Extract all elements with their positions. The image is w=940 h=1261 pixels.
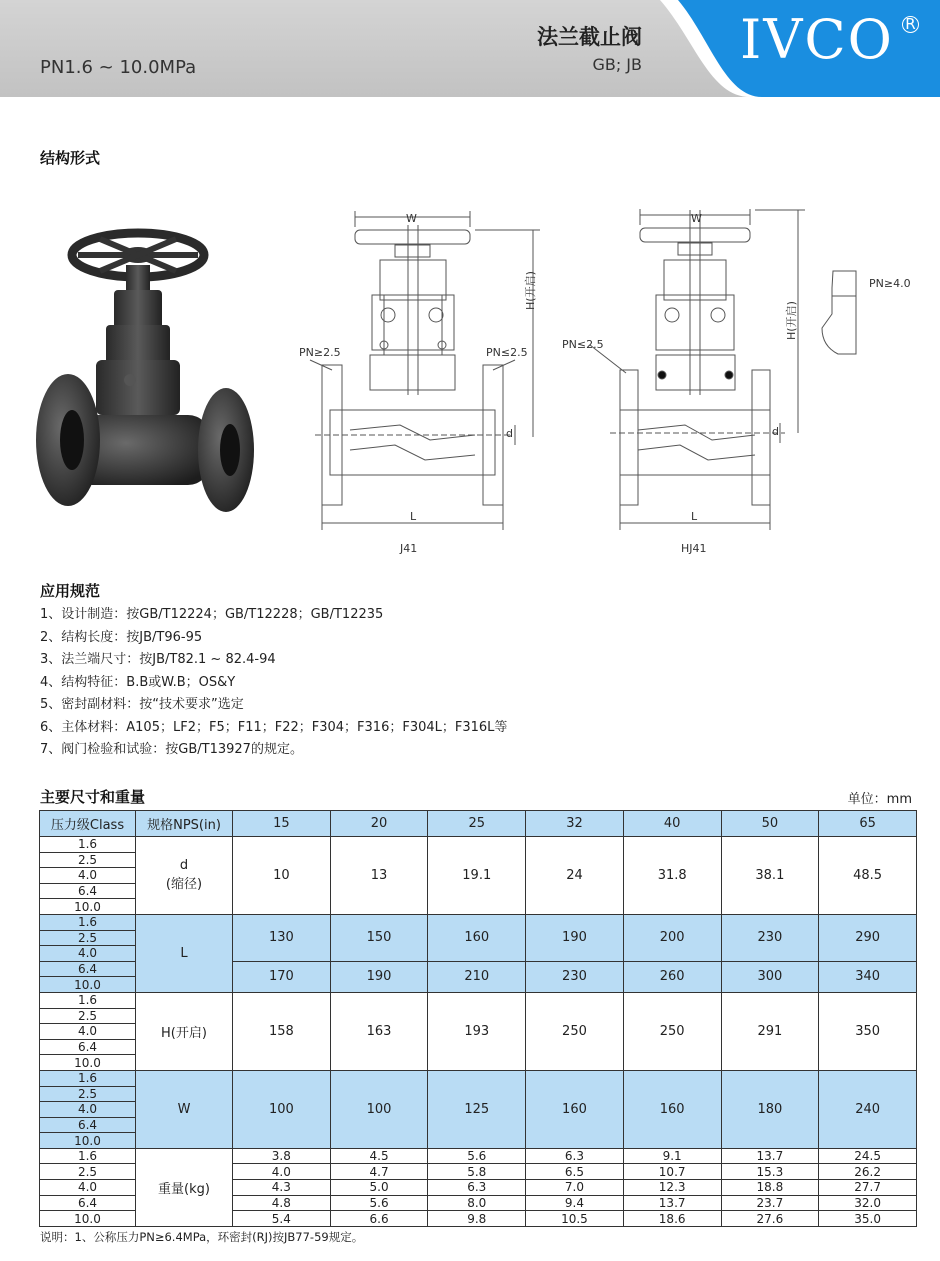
- pn-cell: 6.4: [40, 1195, 136, 1211]
- j41-w-label: W: [406, 212, 417, 225]
- col-header: 32: [526, 811, 624, 837]
- l-label-cell: L: [136, 914, 233, 992]
- value-cell: 158: [233, 992, 331, 1070]
- list-item: 4、结构特征：B.B或W.B；OS&Y: [40, 674, 236, 690]
- table-row: [40, 992, 917, 1008]
- pressure-range: PN1.6 ~ 10.0MPa: [40, 57, 197, 78]
- list-item: 3、法兰端尺寸：按JB/T82.1 ~ 82.4-94: [40, 652, 276, 667]
- value-cell: 13: [330, 837, 428, 915]
- table-row: [40, 1148, 917, 1164]
- weight-cell: 7.0: [526, 1180, 624, 1196]
- unit-label: 单位：mm: [847, 792, 912, 807]
- pn-cell: 6.4: [40, 961, 136, 977]
- weight-cell: 9.4: [526, 1195, 624, 1211]
- value-cell: 163: [330, 992, 428, 1070]
- weight-cell: 15.3: [721, 1164, 819, 1180]
- value-cell: 190: [526, 914, 624, 961]
- value-cell: 150: [330, 914, 428, 961]
- value-cell: 300: [721, 961, 819, 992]
- j41-pn-right-label: PN≤2.5: [486, 346, 528, 359]
- value-cell: 125: [428, 1070, 526, 1148]
- pn-cell: 4.0: [40, 946, 136, 962]
- pn-cell: 2.5: [40, 1164, 136, 1180]
- table-row: [40, 837, 917, 853]
- detail-pn-label: PN≥4.0: [869, 277, 911, 290]
- weight-cell: 26.2: [819, 1164, 917, 1180]
- w-label-cell: W: [136, 1070, 233, 1148]
- list-item: 6、主体材料：A105；LF2；F5；F11；F22；F304；F316；F304L；F316L等: [40, 719, 508, 735]
- pn-cell: 10.0: [40, 1133, 136, 1149]
- weight-cell: 6.3: [428, 1180, 526, 1196]
- application-list: [40, 604, 507, 762]
- col-header: 40: [623, 811, 721, 837]
- weight-cell: 9.8: [428, 1211, 526, 1227]
- col-header: 20: [330, 811, 428, 837]
- hj41-l-label: L: [691, 510, 698, 523]
- value-cell: 250: [526, 992, 624, 1070]
- pn-cell: 1.6: [40, 992, 136, 1008]
- pn-cell: 10.0: [40, 899, 136, 915]
- weight-cell: 9.1: [623, 1148, 721, 1164]
- value-cell: 180: [721, 1070, 819, 1148]
- weight-cell: 32.0: [819, 1195, 917, 1211]
- d-sublabel: (缩径): [165, 877, 203, 893]
- pn-cell: 1.6: [40, 837, 136, 853]
- table-row: [40, 1070, 917, 1086]
- flange-detail-drawing: [818, 266, 863, 361]
- col-header: 压力级Class: [40, 811, 136, 837]
- pn-cell: 4.0: [40, 1180, 136, 1196]
- application-section-title: 应用规范: [40, 582, 101, 600]
- value-cell: 170: [233, 961, 331, 992]
- pn-cell: 4.0: [40, 868, 136, 884]
- structure-section-title: 结构形式: [40, 149, 101, 167]
- weight-cell: 5.8: [428, 1164, 526, 1180]
- weight-cell: 8.0: [428, 1195, 526, 1211]
- table-row: [40, 914, 917, 930]
- weight-cell: 10.7: [623, 1164, 721, 1180]
- weight-cell: 3.8: [233, 1148, 331, 1164]
- value-cell: 290: [819, 914, 917, 961]
- value-cell: 100: [330, 1070, 428, 1148]
- hj41-drawing: [590, 205, 820, 535]
- pn-cell: 1.6: [40, 914, 136, 930]
- pn-cell: 10.0: [40, 977, 136, 993]
- value-cell: 160: [526, 1070, 624, 1148]
- pn-cell: 2.5: [40, 852, 136, 868]
- value-cell: 340: [819, 961, 917, 992]
- j41-l-label: L: [410, 510, 417, 523]
- pn-cell: 6.4: [40, 1117, 136, 1133]
- value-cell: 130: [233, 914, 331, 961]
- hj41-h-label: H(开启): [785, 301, 798, 340]
- value-cell: 19.1: [428, 837, 526, 915]
- weight-cell: 10.5: [526, 1211, 624, 1227]
- value-cell: 160: [623, 1070, 721, 1148]
- value-cell: 160: [428, 914, 526, 961]
- dimensions-table: [39, 810, 917, 1227]
- value-cell: 38.1: [721, 837, 819, 915]
- value-cell: 48.5: [819, 837, 917, 915]
- value-cell: 230: [721, 914, 819, 961]
- pn-cell: 6.4: [40, 883, 136, 899]
- weight-cell: 4.0: [233, 1164, 331, 1180]
- weight-cell: 27.7: [819, 1180, 917, 1196]
- list-item: 5、密封副材料：按“技术要求”选定: [40, 697, 244, 712]
- list-item: 2、结构长度：按JB/T96-95: [40, 629, 203, 645]
- weight-cell: 5.6: [428, 1148, 526, 1164]
- col-header: 规格NPS(in): [136, 811, 233, 837]
- value-cell: 190: [330, 961, 428, 992]
- weight-cell: 4.7: [330, 1164, 428, 1180]
- weight-cell: 5.6: [330, 1195, 428, 1211]
- weight-cell: 5.4: [233, 1211, 331, 1227]
- weight-cell: 5.0: [330, 1180, 428, 1196]
- hj41-model-label: HJ41: [681, 542, 707, 555]
- j41-d-label: d: [506, 427, 513, 440]
- col-header: 50: [721, 811, 819, 837]
- weight-cell: 13.7: [623, 1195, 721, 1211]
- d-label-cell: [136, 837, 233, 915]
- pn-cell: 4.0: [40, 1024, 136, 1040]
- weight-label-cell: 重量(kg): [136, 1148, 233, 1226]
- pn-cell: 10.0: [40, 1055, 136, 1071]
- table-header-row: [40, 811, 917, 837]
- weight-cell: 4.5: [330, 1148, 428, 1164]
- weight-cell: 18.8: [721, 1180, 819, 1196]
- product-title: 法兰截止阀: [537, 25, 642, 49]
- value-cell: 250: [623, 992, 721, 1070]
- j41-drawing: [300, 205, 550, 535]
- weight-cell: 6.3: [526, 1148, 624, 1164]
- brand-logo: IVCO: [740, 8, 894, 71]
- j41-h-label: H(开启): [524, 271, 537, 310]
- value-cell: 210: [428, 961, 526, 992]
- list-item: 1、设计制造：按GB/T12224；GB/T12228；GB/T12235: [40, 607, 384, 622]
- weight-cell: 13.7: [721, 1148, 819, 1164]
- hj41-d-label: d: [772, 425, 779, 438]
- value-cell: 291: [721, 992, 819, 1070]
- weight-cell: 24.5: [819, 1148, 917, 1164]
- weight-cell: 18.6: [623, 1211, 721, 1227]
- col-header: 15: [233, 811, 331, 837]
- d-label: d: [179, 858, 189, 874]
- weight-cell: 6.5: [526, 1164, 624, 1180]
- weight-cell: 6.6: [330, 1211, 428, 1227]
- dimensions-section-title: 主要尺寸和重量: [40, 788, 146, 806]
- value-cell: 200: [623, 914, 721, 961]
- value-cell: 24: [526, 837, 624, 915]
- value-cell: 240: [819, 1070, 917, 1148]
- standards-label: GB; JB: [592, 55, 642, 74]
- hj41-w-label: W: [691, 212, 702, 225]
- pn-cell: 2.5: [40, 1086, 136, 1102]
- pn-cell: 4.0: [40, 1102, 136, 1118]
- weight-cell: 4.8: [233, 1195, 331, 1211]
- pn-cell: 1.6: [40, 1070, 136, 1086]
- col-header: 65: [819, 811, 917, 837]
- value-cell: 100: [233, 1070, 331, 1148]
- registered-mark: R: [902, 16, 919, 33]
- pn-cell: 1.6: [40, 1148, 136, 1164]
- pn-cell: 2.5: [40, 1008, 136, 1024]
- value-cell: 31.8: [623, 837, 721, 915]
- weight-cell: 35.0: [819, 1211, 917, 1227]
- value-cell: 10: [233, 837, 331, 915]
- weight-cell: 12.3: [623, 1180, 721, 1196]
- value-cell: 260: [623, 961, 721, 992]
- list-item: 7、阀门检验和试验：按GB/T13927的规定。: [40, 742, 303, 757]
- table-note: 说明：1、公称压力PN≥6.4MPa，环密封(RJ)按JB77-59规定。: [40, 1230, 364, 1244]
- pn-cell: 6.4: [40, 1039, 136, 1055]
- col-header: 25: [428, 811, 526, 837]
- weight-cell: 4.3: [233, 1180, 331, 1196]
- valve-photo: [30, 205, 260, 535]
- hj41-pn-label: PN≤2.5: [562, 338, 604, 351]
- value-cell: 230: [526, 961, 624, 992]
- value-cell: 350: [819, 992, 917, 1070]
- value-cell: 193: [428, 992, 526, 1070]
- pn-cell: 2.5: [40, 930, 136, 946]
- j41-pn-left-label: PN≥2.5: [299, 346, 341, 359]
- weight-cell: 27.6: [721, 1211, 819, 1227]
- weight-cell: 23.7: [721, 1195, 819, 1211]
- pn-cell: 10.0: [40, 1211, 136, 1227]
- h-label-cell: H(开启): [136, 992, 233, 1070]
- j41-model-label: J41: [400, 542, 418, 555]
